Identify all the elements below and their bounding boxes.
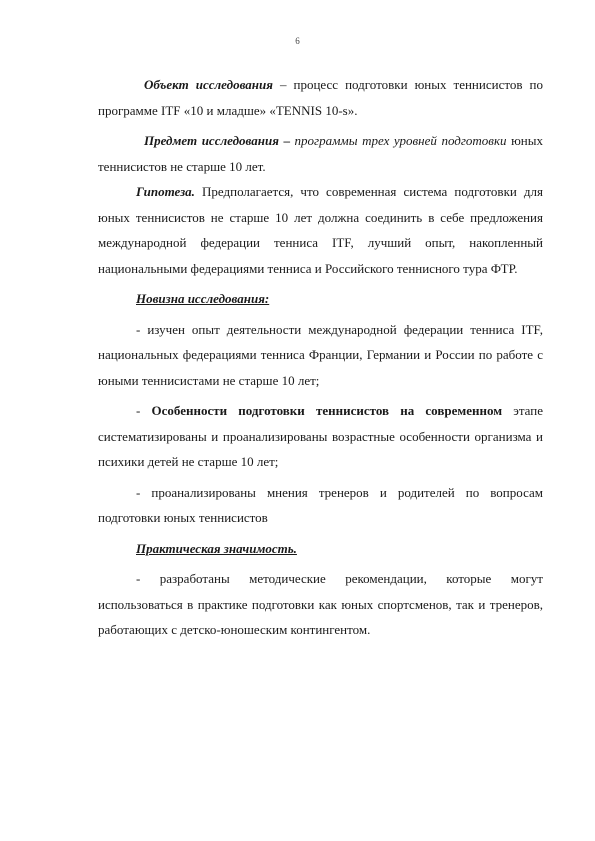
novelty-item-2-dash: - (136, 403, 152, 418)
novelty-item-3: - проанализированы мнения тренеров и родителей по вопросам подготовки юных теннисистов (98, 484, 543, 525)
subject-dash: – (278, 133, 295, 148)
hypothesis-text: Предполагается, что современная система подготовки для юных теннисистов не старше 10 лет должна соединить в себе предложения международной федерации тенниса ITF, лучший опыт, накопленный национальными федерациями тенниса и Российского теннисного тура ФТР. (98, 184, 543, 276)
subject-italic-text: программы трех уровней подготовки (294, 133, 507, 148)
novelty-item-1: - изучен опыт деятельности международной федерации тенниса ITF, национальных федерациями тенниса Франции, Германии и России по работе с юными теннисистами не старше 10 лет; (98, 321, 543, 388)
practical-heading (98, 536, 543, 562)
object-lead: Объект исследования (144, 77, 273, 92)
document-body (98, 72, 543, 643)
subject-paragraph (98, 128, 543, 179)
object-text: – процесс подготовки юных теннисистов по программе ITF «10 и младше» «TENNIS 10-s». (98, 77, 543, 118)
object-paragraph (98, 72, 543, 123)
practical-item-1: - разработаны методические рекомендации, которые могут использоваться в практике подготовки как юных спортсменов, так и тренеров, работающих с детско-юношеским контингентом. (98, 571, 543, 637)
subject-text: юных теннисистов не старше 10 лет. (98, 133, 544, 174)
novelty-heading (98, 286, 543, 312)
novelty-heading-text: Новизна исследования: (136, 291, 270, 306)
subject-lead: Предмет исследования (144, 133, 279, 148)
page-number: 6 (295, 36, 300, 46)
practical-heading-text: Практическая значимость. (136, 540, 297, 556)
novelty-item-2-text: этапе систематизированы и проанализированы возрастные особенности организма и психики детей не старше 10 лет; (98, 403, 543, 469)
hypothesis-lead: Гипотеза. (136, 184, 195, 199)
novelty-item-2-bold: Особенности подготовки теннисистов на современном (151, 403, 503, 418)
novelty-item-2 (98, 398, 543, 475)
hypothesis-paragraph (98, 179, 543, 281)
